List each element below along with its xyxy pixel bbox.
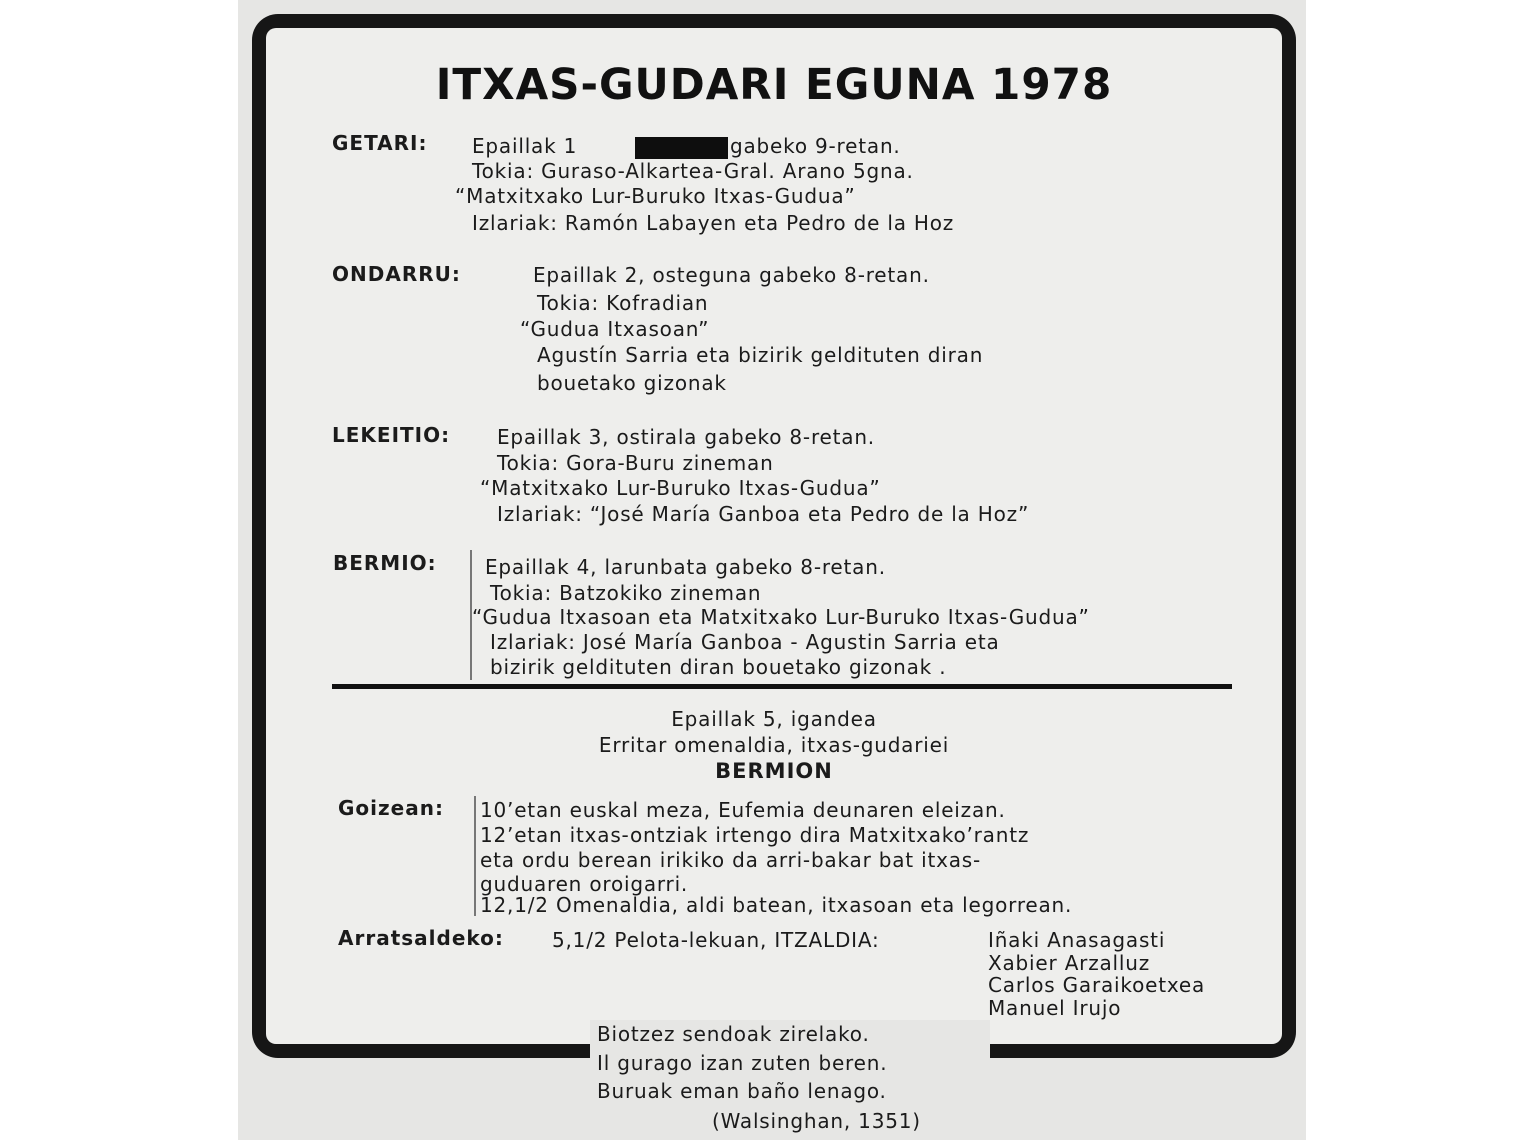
afternoon-speaker-2: Xabier Arzalluz — [988, 951, 1151, 975]
morning-label: Goizean: — [338, 796, 444, 820]
morning-line-2: 12’etan itxas-ontziak irtengo dira Matxitxako’rantz — [480, 823, 1030, 847]
getari-speakers: Izlariak: Ramón Labayen eta Pedro de la Hoz — [472, 211, 955, 235]
final-date: Epaillak 5, igandea — [671, 707, 877, 731]
getari-date-suffix: gabeko 9-retan. — [730, 134, 901, 158]
page-title: ITXAS-GUDARI EGUNA 1978 — [435, 60, 1113, 110]
lekeitio-date: Epaillak 3, ostirala gabeko 8-retan. — [497, 425, 875, 449]
bermio-topic: “Gudua Itxasoan eta Matxitxako Lur-Buruko Itxas-Gudua” — [472, 605, 1090, 629]
morning-line-3: eta ordu berean irikiko da arri-bakar bat itxas- — [480, 848, 982, 872]
getari-label: GETARI: — [332, 131, 428, 155]
bermio-speakers-2: bizirik geldituten diran bouetako gizonak . — [490, 655, 947, 679]
bermio-place: Tokia: Batzokiko zineman — [490, 581, 762, 605]
afternoon-text: 5,1/2 Pelota-lekuan, ITZALDIA: — [552, 928, 880, 952]
lekeitio-place: Tokia: Gora-Buru zineman — [497, 451, 774, 475]
ondarru-speakers-1: Agustín Sarria eta bizirik geldituten diran — [537, 343, 984, 367]
section-divider — [332, 684, 1232, 689]
ondarru-place: Tokia: Kofradian — [537, 291, 709, 315]
getari-date-prefix: Epaillak 1 — [472, 134, 578, 158]
morning-divider — [474, 796, 476, 916]
redaction-bar — [635, 137, 728, 159]
poem-line-2: Il gurago izan zuten beren. — [597, 1051, 888, 1075]
afternoon-label: Arratsaldeko: — [338, 926, 504, 950]
ondarru-date: Epaillak 2, osteguna gabeko 8-retan. — [533, 263, 930, 287]
ondarru-speakers-2: bouetako gizonak — [537, 371, 727, 395]
afternoon-speaker-3: Carlos Garaikoetxea — [988, 973, 1206, 997]
final-subtitle: Erritar omenaldia, itxas-gudariei — [598, 733, 950, 757]
morning-line-1: 10’etan euskal meza, Eufemia deunaren eleizan. — [480, 798, 1006, 822]
afternoon-speaker-4: Manuel Irujo — [988, 996, 1122, 1020]
poem-source: (Walsinghan, 1351) — [712, 1109, 921, 1133]
morning-line-5: 12,1/2 Omenaldia, aldi batean, itxasoan eta legorrean. — [480, 893, 1073, 917]
lekeitio-topic: “Matxitxako Lur-Buruko Itxas-Gudua” — [480, 476, 881, 500]
getari-place: Tokia: Guraso-Alkartea-Gral. Arano 5gna. — [472, 159, 914, 183]
morning-line-4: guduaren oroigarri. — [480, 872, 689, 896]
bermio-label: BERMIO: — [333, 551, 437, 575]
bermio-speakers-1: Izlariak: José María Ganboa - Agustin Sarria eta — [490, 630, 1000, 654]
getari-topic: “Matxitxako Lur-Buruko Itxas-Gudua” — [455, 184, 856, 208]
poem-line-1: Biotzez sendoak zirelako. — [597, 1022, 870, 1046]
ondarru-label: ONDARRU: — [332, 262, 461, 286]
final-place: BERMION — [715, 759, 833, 783]
lekeitio-speakers: Izlariak: “José María Ganboa eta Pedro de la Hoz” — [497, 502, 1030, 526]
poem-line-3: Buruak eman baño lenago. — [597, 1079, 887, 1103]
afternoon-speaker-1: Iñaki Anasagasti — [988, 928, 1166, 952]
lekeitio-label: LEKEITIO: — [332, 423, 451, 447]
bermio-date: Epaillak 4, larunbata gabeko 8-retan. — [485, 555, 886, 579]
ondarru-topic: “Gudua Itxasoan” — [520, 317, 710, 341]
